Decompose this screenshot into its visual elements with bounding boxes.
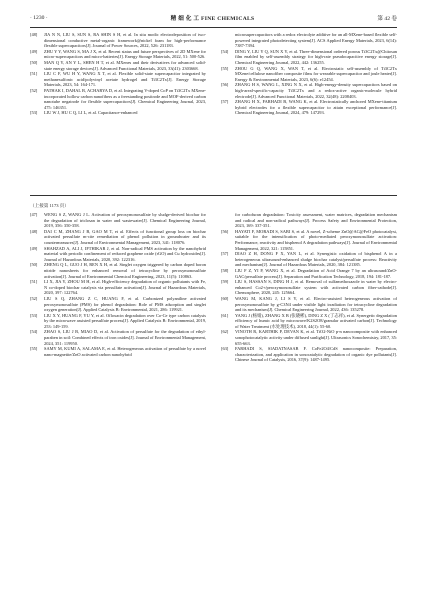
reference-number: [48] xyxy=(30,32,38,37)
reference-text: ZHENG Q L, GUO J H, REN X H, et al. Singlet oxygen triggered by carbon doped boron nitride nanosheets for enhanced removal of tetracycline by peroxymonosulfate activation[J]. Journal of Environmental Chemical Engineering, 2023, 11(5): 110863. xyxy=(44,262,206,279)
reference-text: LIU S, HASSAN S, DING H J, et al. Removal of sulfamethoxazole in water by electro-enhanced Co2+/peroxymonosulfate system with activated carbon fiber-cathode[J]. Chemosphere, 2020, 245: 125664. xyxy=(235,279,397,296)
reference-text: SAMY M, KUMI A, SALAMA E, et al. Heterogeneous activation of persulfate by a novel nano-magnetite/ZnO activated carbon nanohybrid xyxy=(44,346,206,357)
reference-entry xyxy=(221,32,397,49)
reference-entry xyxy=(30,71,206,88)
reference-text: WENG S Z, WANG J L. Activation of peroxymonosulfate by sludge-derived biochar for the degradation of triclosan in water and wastewater[J]. Chemical Engineering Journal, 2019, 356: 350-358. xyxy=(44,212,206,229)
reference-number: [57] xyxy=(221,99,229,105)
header-rule xyxy=(30,27,397,28)
reference-number: [58] xyxy=(221,267,229,273)
reference-text: microsupercapacitors with a redox electrolyte additive for an all-MXene-based flexible self-powered integrated photodetecting system[J]. ACS Applied Energy Materials, 2023, 6(14): 7387-7394. xyxy=(235,32,397,49)
reference-number: [56] xyxy=(221,82,229,88)
reference-text: DAI C M, ZHANG J B, GAO M T, et al. Effects of functional group loss on biochar activated persulfate m-cite remediation of phenol pollution in groundwater and its countermeasures[J]. Journal of Environmental Management, 2023, 341: 118076. xyxy=(44,228,206,245)
reference-number: [55] xyxy=(30,346,38,352)
reference-text: LIU F Z, YI P, WANG X, et al. Degradation of Acid Orange 7 by an ultrasound/ZnO-GAC/persulfate process[J]. Separation and Purification Technology, 2018, 194: 181-187. xyxy=(235,267,397,279)
reference-number xyxy=(221,212,235,229)
continuation-label: （上接第 1173 页） xyxy=(30,203,69,208)
reference-number: [57] xyxy=(221,251,229,257)
reference-entry xyxy=(30,88,206,110)
reference-entry xyxy=(221,212,397,229)
bottom-left-column xyxy=(30,212,206,357)
reference-number: [61] xyxy=(221,312,229,318)
top-left-column xyxy=(30,32,206,116)
reference-number: [48] xyxy=(30,228,38,234)
reference-text: LIU X Y, HUANG F, YU Y, et al. Ofloxacin degradation over Co-Ce type carbon catalysts by the microwave assisted persulfate process[J]. Applied Catalysis B: Environmental, 2019, 253: 149-159. xyxy=(44,312,206,329)
reference-entry xyxy=(30,262,206,279)
reference-entry xyxy=(221,268,397,279)
reference-text: HAYATI F, MORADI S, SABI S, et al. A novel, Z-scheme ZnO@AC@FeO photocatalyst, suitable for the intensification of photo-mediated peroxymonosulfate activation: Performance, reactivity and bisphenol A degradation pathways[J]. Journal of Environmental Management, 2022, 321: 115851. xyxy=(235,228,397,251)
reference-text: ZHANG H X, FARHADI B, WANG K, et al. Electrostatically anchored MXene-titanium hybrid electrodes for a flexible supercapacitor to attain exceptional performance[J]. Chemical Engineering Journal, 2024, 479: 147293. xyxy=(235,99,397,116)
reference-text: VINOTH R, KARTHIK P, DEVAN K, et al. TiO2-NiO p-n nanocomposite with enhanced sonophotocatalytic activity under diffused sunlight[J]. Ultrasonics Sonochemistry, 2017, 35: 655-663. xyxy=(235,329,397,346)
reference-text: YANG J (杨娟), ZHANG X B (张晓彬), DING Z X (丁志祥), et al. Synergetic degradation efficiency of humic acid by microwave/K2S2O8/granular activated carbon[J]. Technology of Water Treatment (水处理技术), 2018, 44(1): 55-60. xyxy=(235,312,397,329)
reference-number: [51] xyxy=(30,71,38,77)
top-right-column xyxy=(221,32,397,116)
reference-text: ZHANG H S, WANG L, XING N X, et al. High-energy-density supercapacitors based on high-areal-specific-capacity Ti3C2Tx and a redox-active organic-molecule hybrid electrode[J]. Advanced Functional Materials, 2022, 32(48): 2208403. xyxy=(235,82,397,99)
page-number: · 1230 · xyxy=(30,15,48,21)
volume-label: 第 42 卷 xyxy=(377,16,397,22)
reference-entry xyxy=(221,229,397,251)
reference-number: [49] xyxy=(30,245,38,251)
reference-text: LI X, JIA Y, ZHOU M H, et al. High-efficiency degradation of organic pollutants with Fe, N co-doped biochar catalysts via persulfate activation[J]. Journal of Hazardous Materials, 2020, 397: 122764. xyxy=(44,279,206,296)
reference-number: [47] xyxy=(30,212,38,217)
reference-entry xyxy=(221,49,397,66)
reference-entry xyxy=(221,251,397,268)
reference-entry xyxy=(221,66,397,83)
reference-entry xyxy=(30,313,206,330)
reference-number: [54] xyxy=(221,48,229,54)
page-header xyxy=(30,12,397,24)
reference-number: [59] xyxy=(221,279,229,285)
reference-number xyxy=(221,32,235,49)
reference-text: JIA N N, LIU S, SUN S, RA SHIN S H, et al. In situ modic electrodeposition of two-dimensional conductive metal-organic framework@nickel foam for high-performance flexible supercapacitors[J]. Journal of Power Sources, 2022, 526: 231183. xyxy=(44,32,206,49)
reference-entry xyxy=(30,229,206,246)
reference-text: ZHAO S, LIU J B, MIAO D, et al. Activation of persulfate for the degradation of ethyl-paraben in soil: Combined effects of iron oxides[J]. Journal of Environmental Management, 2024, 351: 119950. xyxy=(44,329,206,346)
reference-text: SHAHZAD A, ALI J, IFTHIKAR J, et al. Non-radical PMS activation by the nanohybrid material with periodic confinement of reduced graphene oxide (rGO) and Cu hydroxides[J]. Journal of Hazardous Materials, 2020, 392: 122316. xyxy=(44,245,206,262)
reference-entry xyxy=(221,82,397,99)
reference-text: ZHU Y Y, WANG S, MA J X, et al. Recent status and future perspectives of 2D MXene for micro-supercapacitors and micro-batteries[J]. Energy Storage Materials, 2022, 51: 500-526. xyxy=(44,48,206,60)
reference-number: [52] xyxy=(30,295,38,301)
reference-entry xyxy=(30,246,206,263)
reference-entry xyxy=(30,346,206,357)
reference-number: [51] xyxy=(30,279,38,285)
reference-entry xyxy=(30,296,206,313)
reference-entry xyxy=(221,279,397,296)
reference-number: [53] xyxy=(30,312,38,318)
reference-number: [62] xyxy=(221,329,229,335)
reference-text: LIU W J, HU C Q, LI L, et al. Capacitance-enhanced xyxy=(44,110,138,116)
reference-text: for carbofuran degradation: Toxicity assessment, water matrices, degradation mechanism and radical and non-radical pathways[J]. Process Safety and Environmental Protection, 2023, 169: 337-351. xyxy=(235,212,397,229)
reference-number: [55] xyxy=(221,65,229,71)
reference-text: DING Y, LIU Y Q, SUN X Y, et al. Three-dimensional ordered porous Ti3C2Tx@Chitosan film enabled by self-assembly strategy for high-rate pseudocapacitive energy storage[J]. Chemical Engineering Journal, 2022, 442: 136255. xyxy=(235,48,397,65)
reference-entry xyxy=(30,110,206,116)
reference-entry xyxy=(30,279,206,296)
reference-number: [50] xyxy=(30,262,38,268)
reference-text: DIAO Z H, DONG F X, YAN L, et al. Synergistic oxidation of bisphenol A in a heterogeneous ultrasound-enhanced sludge biochar catalyst/persulfate process: Reactivity and mechanism[J]. Journal of Hazardous Materials, 2020, 384: 121385. xyxy=(235,251,397,268)
reference-entry xyxy=(30,329,206,346)
reference-number: [56] xyxy=(221,228,229,234)
reference-number: [63] xyxy=(221,346,229,352)
reference-text: MAN Q Y, AN Y L, SHEN H T, et al. MXenes and their derivatives for advanced solid-state energy storage devices[J]. Advanced Functional Materials, 2023, 33(41): 2303668. xyxy=(44,59,206,71)
reference-number: [53] xyxy=(30,110,38,116)
section-divider xyxy=(30,195,397,196)
reference-entry xyxy=(30,32,206,49)
reference-number: [60] xyxy=(221,295,229,301)
bottom-right-column xyxy=(221,212,397,363)
reference-text: FARHADI S, SIADATNASAB F. CoFe2O4/CdS nanocomposite: Preparation, characterization, and application in sonocatalytic degradation of organic dye pollutants[J]. Chinese Journal of Catalysis, 2016, 37(9): 1487-1495. xyxy=(235,346,397,363)
journal-title: 精 细 化 工 FINE CHEMICALS xyxy=(170,16,255,22)
reference-number: [54] xyxy=(30,329,38,335)
reference-entry xyxy=(221,346,397,363)
reference-entry xyxy=(221,296,397,313)
reference-entry xyxy=(221,99,397,116)
reference-text: LIU S Q, ZHANG Z C, HUANG F, et al. Carbonized polyaniline activated peroxymonosulfate (PMS) for phenol degradation: Role of PMS adsorption and singlet oxygen generation[J]. Applied Catalysis B: Environmental, 2021, 286: 119921. xyxy=(44,295,206,313)
reference-entry xyxy=(30,49,206,60)
reference-number: [52] xyxy=(30,87,38,93)
reference-entry xyxy=(30,212,206,229)
reference-text: ZHOU G Q, WANG X, WAN T, et al. Electrostatic self-assembly of Ti3C2Tx MXene/cellulose nanofiber composite films for wearable supercapacitor and joule heater[J]. Energy & Environmental Materials, 2023, 6(6): e12454. xyxy=(235,65,397,82)
reference-text: WANG M, KANG J, LI S Y, et al. Electro-assisted heterogeneous activation of peroxymonosulfate by g-C3N4 under visible light irradiation for tetracycline degradation and its mechanism[J]. Chemical Engineering Journal, 2022, 436: 135278. xyxy=(235,295,397,313)
reference-text: LIU C F, WU H Y, WANG X T, et al. Flexible solid-state supercapacitor integrated by methanesulfonic acid/polyvinyl acetate hydrogel and Ti3C2Tx[J]. Energy Storage Materials, 2023, 54: 164-171. xyxy=(44,71,206,88)
reference-entry xyxy=(221,329,397,346)
reference-entry xyxy=(30,60,206,71)
reference-number: [49] xyxy=(30,48,38,54)
reference-number: [50] xyxy=(30,59,38,65)
reference-entry xyxy=(221,313,397,330)
reference-text: PATHAK I, DAHAL B, ACHARYA D, et al. Integrating V-doped CoP on Ti3C2Tx MXene-incorporated hollow carbon nanofibers as a freestanding positrode and MOF-derived carbon nanotube negatrode for flexible supercapacitors[J]. Chemical Engineering Journal, 2023, 475: 146351. xyxy=(44,87,206,110)
